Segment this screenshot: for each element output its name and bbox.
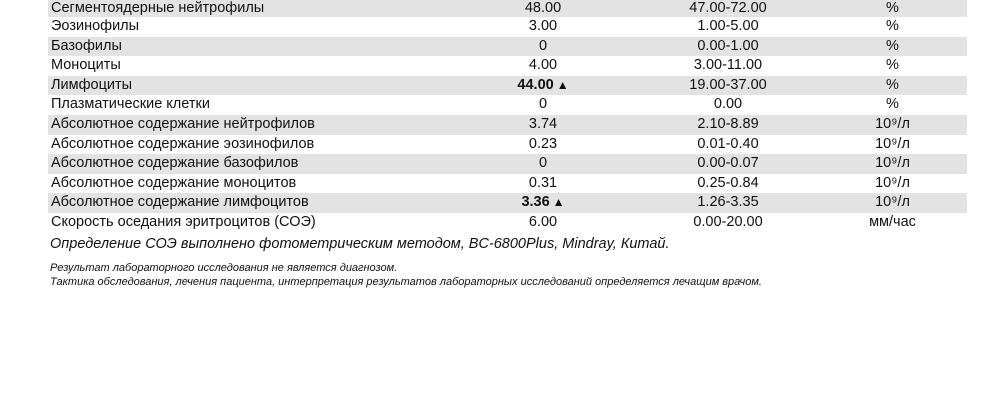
method-note: Определение СОЭ выполнено фотометрическим методом, BC-6800Plus, Mindray, Китай. — [50, 236, 670, 252]
result-value-cell — [448, 174, 638, 194]
test-name: Моноциты — [51, 57, 121, 74]
result-row — [48, 193, 967, 213]
unit: % — [886, 18, 899, 34]
result-value-cell — [448, 56, 638, 76]
reference-range: 47.00-72.00 — [638, 0, 818, 17]
unit: 10⁹/л — [875, 174, 910, 191]
result-value: 44.00 — [517, 76, 554, 93]
result-value-cell — [448, 213, 638, 233]
result-value-cell — [448, 76, 638, 96]
result-value-cell — [448, 17, 638, 37]
reference-range: 1.00-5.00 — [697, 18, 759, 34]
test-name: Абсолютное содержание моноцитов — [51, 174, 297, 191]
test-name: Плазматические клетки — [51, 96, 210, 113]
result-row — [48, 154, 967, 174]
result-value-cell — [448, 37, 638, 57]
result-value: 0 — [538, 37, 548, 54]
test-name: Базофилы — [48, 37, 448, 57]
unit: % — [818, 76, 967, 96]
result-value: 0.23 — [528, 135, 558, 152]
flag-up-arrow-icon: ▲ — [552, 195, 565, 210]
reference-range: 0.01-0.40 — [697, 135, 759, 152]
reference-range: 0.00-20.00 — [693, 213, 763, 230]
disclaimer-line-1: Результат лабораторного исследования не является диагнозом. — [50, 262, 398, 274]
test-name: Абсолютное содержание нейтрофилов — [48, 115, 448, 135]
disclaimer-line-2: Тактика обследования, лечения пациента, интерпретация результатов лабораторных исследований определяется лечащим врачом. — [50, 276, 762, 288]
unit: % — [818, 37, 967, 57]
test-name: Абсолютное содержание базофилов — [48, 154, 448, 174]
test-name: Сегментоядерные нейтрофилы — [48, 0, 448, 17]
result-row — [48, 95, 967, 115]
result-row — [48, 37, 967, 57]
unit: мм/час — [869, 213, 916, 230]
result-value: 0 — [538, 96, 548, 113]
result-row — [48, 174, 967, 194]
unit: 10⁹/л — [875, 135, 910, 152]
unit: 10⁹/л — [818, 154, 967, 174]
test-name: Абсолютное содержание эозинофилов — [51, 135, 315, 152]
reference-range: 0.25-0.84 — [697, 174, 759, 191]
result-value-cell — [448, 154, 638, 174]
unit: % — [818, 0, 967, 17]
result-value: 3.00 — [528, 18, 558, 34]
results-body — [48, 0, 967, 233]
result-value: 3.36 — [521, 194, 550, 211]
result-value-cell — [448, 0, 638, 17]
reference-range: 3.00-11.00 — [693, 57, 763, 74]
reference-range: 0.00-1.00 — [638, 37, 818, 57]
test-name: Эозинофилы — [51, 18, 140, 34]
reference-range: 2.10-8.89 — [638, 115, 818, 135]
flag-up-arrow-icon: ▲ — [556, 77, 569, 92]
result-value-cell — [448, 193, 638, 213]
test-name: Лимфоциты — [48, 76, 448, 96]
result-value-cell — [448, 95, 638, 115]
result-value-cell — [448, 115, 638, 135]
reference-range: 1.26-3.35 — [638, 193, 818, 213]
unit: 10⁹/л — [818, 193, 967, 213]
unit: % — [886, 96, 899, 113]
test-name: Абсолютное содержание лимфоцитов — [48, 193, 448, 213]
results-table — [48, 0, 967, 233]
reference-range: 19.00-37.00 — [638, 76, 818, 96]
result-row — [48, 115, 967, 135]
result-row — [48, 0, 967, 17]
result-row — [48, 56, 967, 76]
test-name: Скорость оседания эритроцитов (СОЭ) — [51, 213, 316, 230]
result-value: 4.00 — [528, 57, 558, 74]
result-value: 0.31 — [528, 174, 558, 191]
result-value: 6.00 — [528, 213, 558, 230]
result-row — [48, 135, 967, 155]
result-value: 0 — [538, 155, 548, 172]
unit: 10⁹/л — [818, 115, 967, 135]
result-value: 48.00 — [524, 0, 562, 16]
result-value: 3.74 — [528, 115, 558, 132]
result-value-cell — [448, 135, 638, 155]
reference-range: 0.00 — [713, 96, 743, 113]
unit: % — [886, 57, 899, 74]
result-row — [48, 76, 967, 96]
result-row — [48, 213, 967, 233]
result-row — [48, 17, 967, 37]
reference-range: 0.00-0.07 — [638, 154, 818, 174]
